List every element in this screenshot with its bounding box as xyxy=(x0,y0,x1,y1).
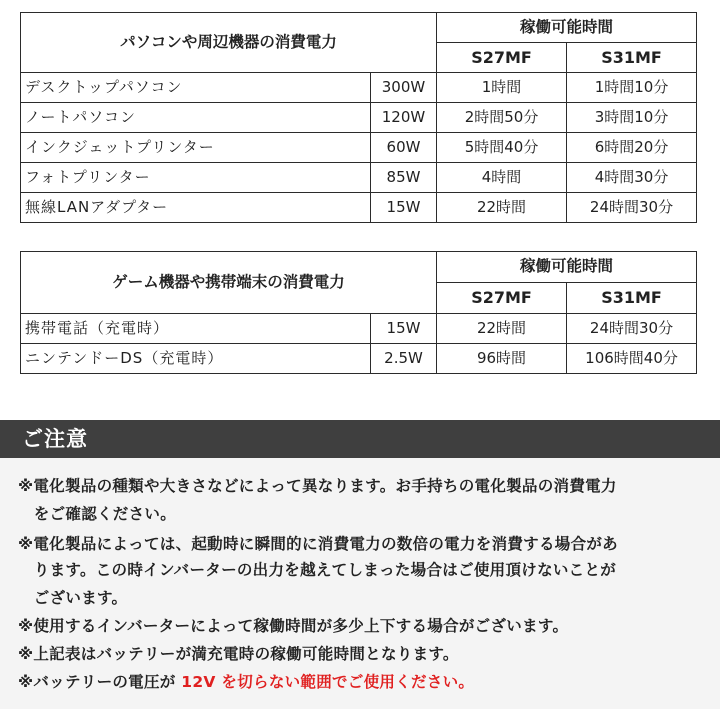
notice-line: をご確認ください。 xyxy=(18,505,177,523)
device-name: 無線LANアダプター xyxy=(21,193,371,223)
notice-voltage-warning: 12V を切らない範囲でご使用ください。 xyxy=(181,673,475,691)
device-name: フォトプリンター xyxy=(21,163,371,193)
model-header-s27mf: S27MF xyxy=(437,283,567,314)
table-header-row xyxy=(21,252,697,283)
table-row xyxy=(21,163,697,193)
table-row xyxy=(21,193,697,223)
runtime-s27mf: 22時間 xyxy=(437,314,567,344)
notice-header-band xyxy=(0,420,720,458)
runtime-s27mf: 5時間40分 xyxy=(437,133,567,163)
notice-voltage-prefix: ※バッテリーの電圧が xyxy=(18,673,182,691)
notice-line: ※使用するインバーターによって稼働時間が多少上下する場合がございます。 xyxy=(18,617,569,635)
table-row xyxy=(21,133,697,163)
runtime-header: 稼働可能時間 xyxy=(437,252,697,283)
table-row xyxy=(21,314,697,344)
table-header-row xyxy=(21,13,697,43)
notice-line: ※電化製品によっては、起動時に瞬間的に消費電力の数倍の電力を消費する場合があ xyxy=(18,535,618,553)
runtime-s27mf: 4時間 xyxy=(437,163,567,193)
table-row xyxy=(21,73,697,103)
power-value: 15W xyxy=(371,314,437,344)
notice-line: ※電化製品の種類や大きさなどによって異なります。お手持ちの電化製品の消費電力 xyxy=(18,477,617,495)
model-header-s31mf: S31MF xyxy=(567,43,697,73)
device-name: ノートパソコン xyxy=(21,103,371,133)
runtime-s31mf: 4時間30分 xyxy=(567,163,697,193)
model-header-s27mf: S27MF xyxy=(437,43,567,73)
power-value: 85W xyxy=(371,163,437,193)
runtime-s31mf: 106時間40分 xyxy=(567,344,697,374)
notice-line-voltage xyxy=(18,668,708,696)
runtime-s27mf: 2時間50分 xyxy=(437,103,567,133)
runtime-s27mf: 1時間 xyxy=(437,73,567,103)
power-value: 300W xyxy=(371,73,437,103)
power-value: 120W xyxy=(371,103,437,133)
runtime-s27mf: 22時間 xyxy=(437,193,567,223)
table-row xyxy=(21,103,697,133)
notice-line: ございます。 xyxy=(18,589,128,607)
table-row xyxy=(21,344,697,374)
pc-power-table xyxy=(20,12,697,223)
power-value: 60W xyxy=(371,133,437,163)
category-header: ゲーム機器や携帯端末の消費電力 xyxy=(21,252,437,314)
game-mobile-power-table xyxy=(20,251,697,374)
runtime-s31mf: 24時間30分 xyxy=(567,314,697,344)
notice-line: ります。この時インバーターの出力を越えてしまった場合はご使用頂けないことが xyxy=(18,561,617,579)
power-value: 15W xyxy=(371,193,437,223)
runtime-s31mf: 24時間30分 xyxy=(567,193,697,223)
device-name: デスクトップパソコン xyxy=(21,73,371,103)
power-value: 2.5W xyxy=(371,344,437,374)
runtime-header: 稼働可能時間 xyxy=(437,13,697,43)
notice-title: ご注意 xyxy=(22,427,88,451)
runtime-s31mf: 3時間10分 xyxy=(567,103,697,133)
device-name: 携帯電話（充電時） xyxy=(21,314,371,344)
runtime-s27mf: 96時間 xyxy=(437,344,567,374)
model-header-s31mf: S31MF xyxy=(567,283,697,314)
device-name: ニンテンドーDS（充電時） xyxy=(21,344,371,374)
category-header: パソコンや周辺機器の消費電力 xyxy=(21,13,437,73)
runtime-s31mf: 1時間10分 xyxy=(567,73,697,103)
notice-line: ※上記表はバッテリーが満充電時の稼働可能時間となります。 xyxy=(18,645,459,663)
runtime-s31mf: 6時間20分 xyxy=(567,133,697,163)
notice-body xyxy=(0,458,720,709)
device-name: インクジェットプリンター xyxy=(21,133,371,163)
